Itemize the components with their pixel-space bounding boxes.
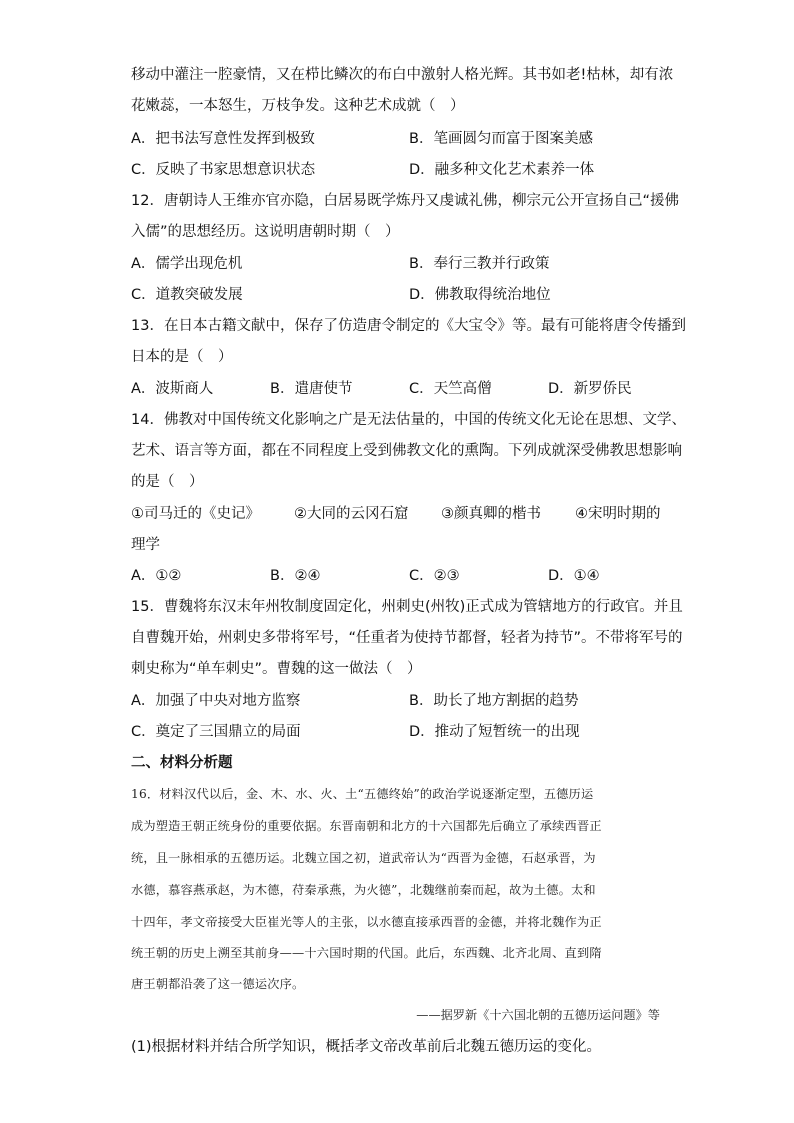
- q16-material-line-2: 成为塑造王朝正统身份的重要依据。东晋南朝和北方的十六国都先后确立了承续西晋正: [131, 819, 602, 833]
- q14-item-4-cont: 理学: [131, 537, 160, 553]
- q15-text-line-1: 15．曹魏将东汉末年州牧制度固定化，州刺史(州牧)正式成为管辖地方的行政官。并且: [131, 599, 683, 615]
- q15-text-line-2: 自曹魏开始，州刺史多带将军号，“任重者为使持节都督，轻者为持节”。不带将军号的: [131, 630, 683, 646]
- q13-option-d: D．新罗侨民: [548, 381, 632, 397]
- q15-option-b: B．助长了地方割据的趋势: [409, 693, 579, 709]
- q14-text-line-1: 14．佛教对中国传统文化影响之广是无法估量的，中国的传统文化无论在思想、文学、: [131, 412, 686, 428]
- section-heading: 二、材料分析题: [131, 755, 233, 771]
- q12-text-line-2: 入儒”的思想经历。这说明唐朝时期（ ）: [131, 224, 400, 240]
- q16-material-line-1: 16．材料汉代以后，金、木、水、火、土“五德终始”的政治学说逐渐定型，五德历运: [131, 787, 594, 801]
- q12-option-d: D．佛教取得统治地位: [409, 287, 551, 303]
- q12-option-b: B．奉行三教并行政策: [409, 256, 550, 272]
- q16-material-line-6: 统王朝的历史上溯至其前身——十六国时期的代国。此后，东西魏、北齐北周、直到隋: [131, 946, 602, 960]
- q12-option-c: C．道教突破发展: [131, 287, 243, 303]
- q16-material-line-4: 水德，慕容燕承赵，为木德，苻秦承燕，为火德”，北魏继前秦而起，故为土德。太和: [131, 883, 596, 897]
- q14-text-line-3: 的是（ ）: [131, 474, 204, 490]
- q15-option-a: A．加强了中央对地方监察: [131, 693, 301, 709]
- q11-option-d: D．融多种文化艺术素养一体: [409, 162, 595, 178]
- q14-item-2: ②大同的云冈石窟: [294, 506, 409, 522]
- q16-source-citation: ——据罗新《十六国北朝的五德历运问题》等: [416, 1008, 660, 1022]
- q14-option-d: D．①④: [548, 568, 600, 584]
- q13-option-c: C．天竺高僧: [409, 381, 492, 397]
- q15-option-d: D．推动了短暂统一的出现: [409, 724, 580, 740]
- q13-text-line-2: 日本的是（ ）: [131, 349, 233, 365]
- q14-text-line-2: 艺术、语言等方面，都在不同程度上受到佛教文化的熏陶。下列成就深受佛教思想影响: [131, 443, 682, 459]
- q13-text-line-1: 13．在日本古籍文献中，保存了仿造唐令制定的《大宝令》等。最有可能将唐令传播到: [131, 318, 686, 334]
- q15-option-c: C．奠定了三国鼎立的局面: [131, 724, 301, 740]
- q16-material-line-5: 十四年，孝文帝接受大臣崔光等人的主张，以水德直接承西晋的金德，并将北魏作为正: [131, 915, 602, 929]
- q11-option-b: B．笔画圆匀而富于图案美感: [409, 131, 593, 147]
- q13-option-b: B．遣唐使节: [270, 381, 353, 397]
- q14-item-4: ④宋明时期的: [575, 506, 661, 522]
- q12-option-a: A．儒学出现危机: [131, 256, 243, 272]
- q11-text-line-1: 移动中灌注一腔豪情，又在栉比鳞次的布白中激射人格光辉。其书如老!枯林，却有浓: [131, 67, 674, 83]
- q14-item-3: ③颜真卿的楷书: [441, 506, 541, 522]
- q14-option-b: B．②④: [270, 568, 321, 584]
- q13-option-a: A．波斯商人: [131, 381, 214, 397]
- q11-option-a: A．把书法写意性发挥到极致: [131, 131, 315, 147]
- q14-option-a: A．①②: [131, 568, 182, 584]
- q14-option-c: C．②③: [409, 568, 460, 584]
- q16-subquestion-1: (1)根据材料并结合所学知识，概括孝文帝改革前后北魏五德历运的变化。: [131, 1039, 602, 1055]
- q11-text-line-2: 花嫩蕊，一本怒生，万枝争发。这种艺术成就（ ）: [131, 98, 465, 114]
- q14-item-1: ①司马迁的《史记》: [131, 506, 260, 522]
- q12-text-line-1: 12．唐朝诗人王维亦官亦隐，白居易既学炼丹又虔诚礼佛，柳宗元公开宣扬自己“援佛: [131, 193, 679, 209]
- q11-option-c: C．反映了书家思想意识状态: [131, 162, 316, 178]
- q16-material-line-7: 唐王朝都沿袭了这一德运次序。: [131, 977, 305, 991]
- q16-material-line-3: 统，且一脉相承的五德历运。北魏立国之初，道武帝认为“西晋为金德，石赵承晋，为: [131, 851, 596, 865]
- q15-text-line-3: 刺史称为“单车刺史”。曹魏的这一做法（ ）: [131, 661, 422, 677]
